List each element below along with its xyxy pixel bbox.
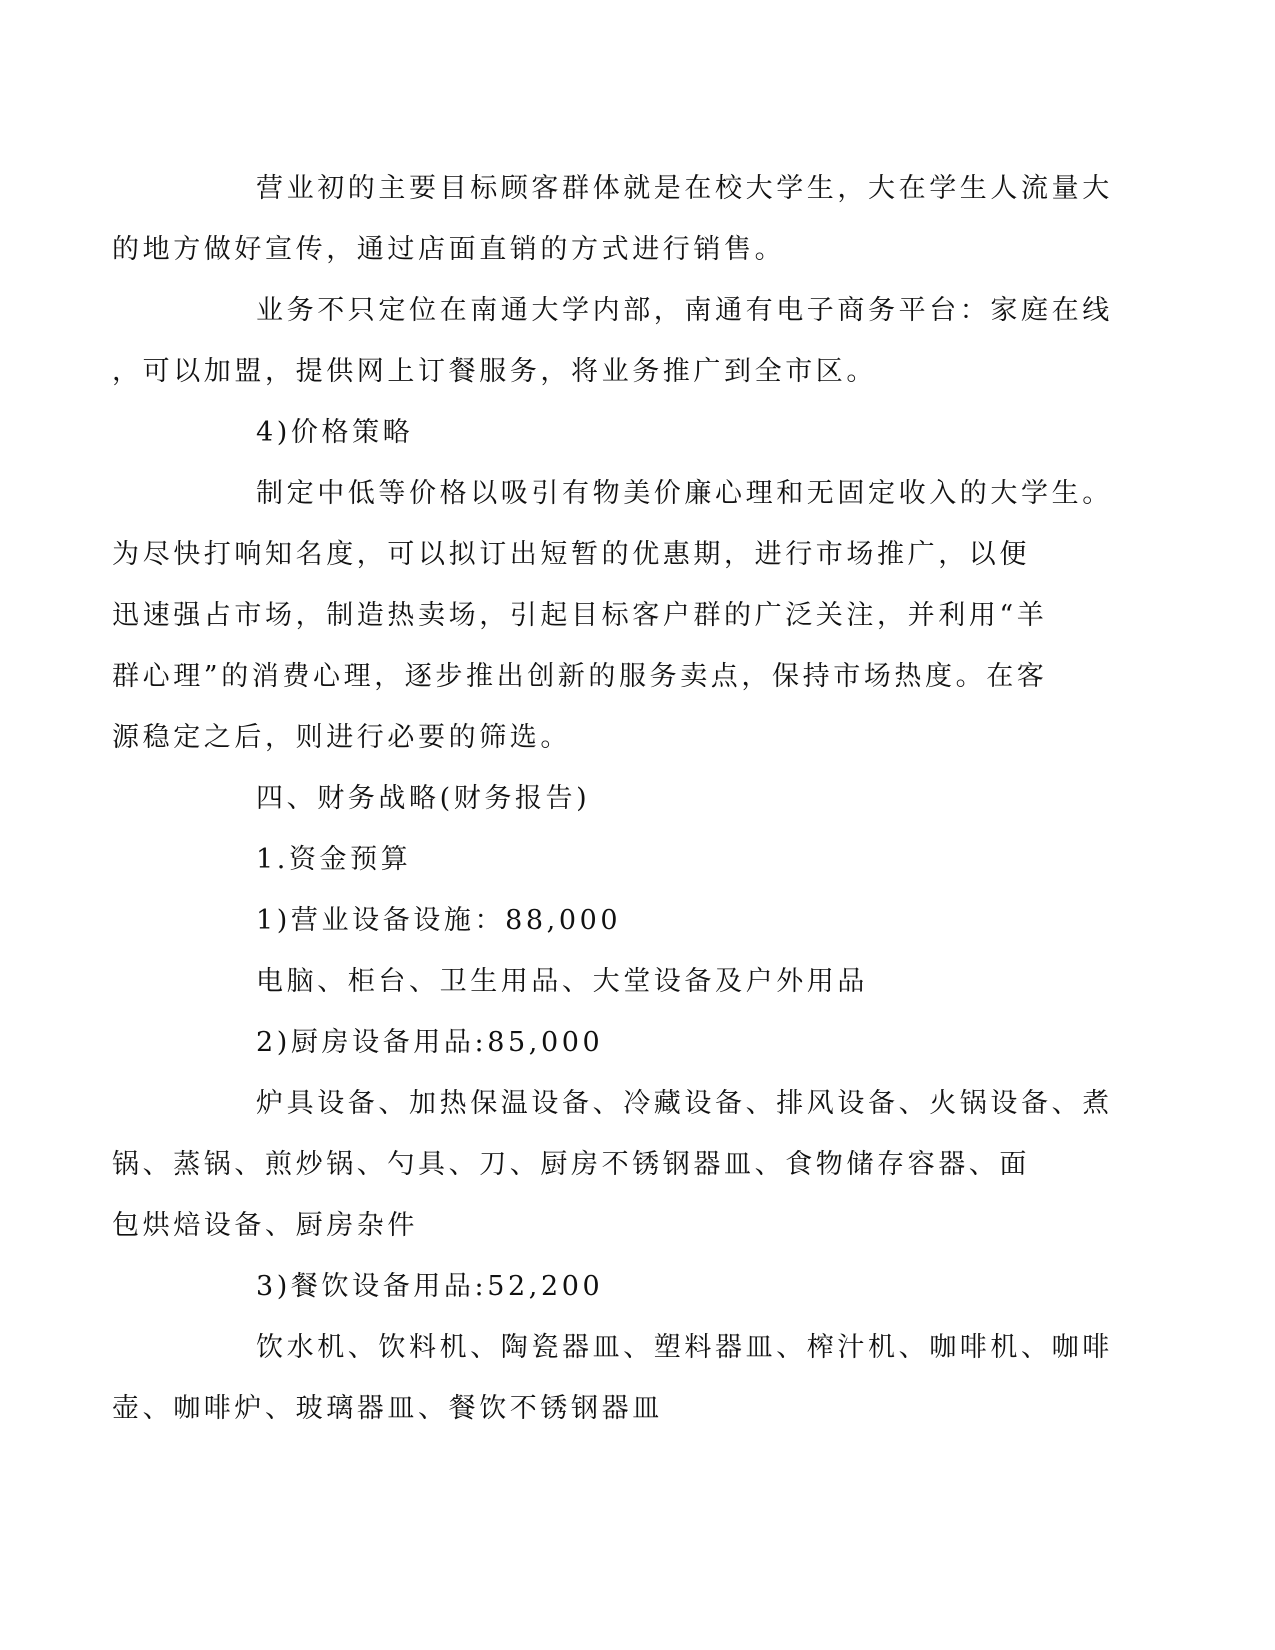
heading-price-strategy xyxy=(184,402,1064,463)
paragraph-price-strategy xyxy=(112,463,1113,768)
text-line: 包烘焙设备、厨房杂件 xyxy=(112,1210,418,1241)
budget-item-operating-equipment xyxy=(184,890,1064,951)
heading-financial-strategy xyxy=(184,768,1064,829)
budget-detail-operating-equipment xyxy=(184,951,1064,1012)
text-line: 4)价格策略 xyxy=(256,417,414,448)
text-line: 四、财务战略(财务报告) xyxy=(256,783,591,814)
text-line: 1)营业设备设施：88,000 xyxy=(256,905,622,936)
budget-detail-dining-equipment xyxy=(112,1317,1113,1439)
text-line: 2)厨房设备用品:85,000 xyxy=(256,1027,604,1058)
text-line: 为尽快打响知名度，可以拟订出短暂的优惠期，进行市场推广，以便 xyxy=(112,539,1030,570)
text-line: 1.资金预算 xyxy=(256,844,412,875)
text-line: 业务不只定位在南通大学内部，南通有电子商务平台：家庭在线 xyxy=(256,295,1113,326)
paragraph-business-scope xyxy=(112,280,1113,402)
paragraph-target-customers xyxy=(112,158,1113,280)
document-body xyxy=(112,158,1113,1439)
budget-detail-kitchen-equipment xyxy=(112,1073,1113,1256)
text-line: 锅、蒸锅、煎炒锅、勺具、刀、厨房不锈钢器皿、食物储存容器、面 xyxy=(112,1149,1030,1180)
text-line: 营业初的主要目标顾客群体就是在校大学生，大在学生人流量大 xyxy=(256,173,1113,204)
text-line: 源稳定之后，则进行必要的筛选。 xyxy=(112,722,571,753)
text-line: 壶、咖啡炉、玻璃器皿、餐饮不锈钢器皿 xyxy=(112,1393,663,1424)
text-line: 的地方做好宣传，通过店面直销的方式进行销售。 xyxy=(112,234,786,265)
text-line: 3)餐饮设备用品:52,200 xyxy=(256,1271,604,1302)
text-line: 饮水机、饮料机、陶瓷器皿、塑料器皿、榨汁机、咖啡机、咖啡 xyxy=(256,1332,1113,1363)
heading-budget xyxy=(184,829,1064,890)
text-line: ，可以加盟，提供网上订餐服务，将业务推广到全市区。 xyxy=(112,356,877,387)
text-line: 群心理”的消费心理，逐步推出创新的服务卖点，保持市场热度。在客 xyxy=(112,661,1048,692)
text-line: 迅速强占市场，制造热卖场，引起目标客户群的广泛关注，并利用“羊 xyxy=(112,600,1048,631)
budget-item-dining-equipment xyxy=(184,1256,1064,1317)
text-line: 炉具设备、加热保温设备、冷藏设备、排风设备、火锅设备、煮 xyxy=(256,1088,1113,1119)
text-line: 制定中低等价格以吸引有物美价廉心理和无固定收入的大学生。 xyxy=(256,478,1113,509)
budget-item-kitchen-equipment xyxy=(184,1012,1064,1073)
text-line: 电脑、柜台、卫生用品、大堂设备及户外用品 xyxy=(256,966,868,997)
